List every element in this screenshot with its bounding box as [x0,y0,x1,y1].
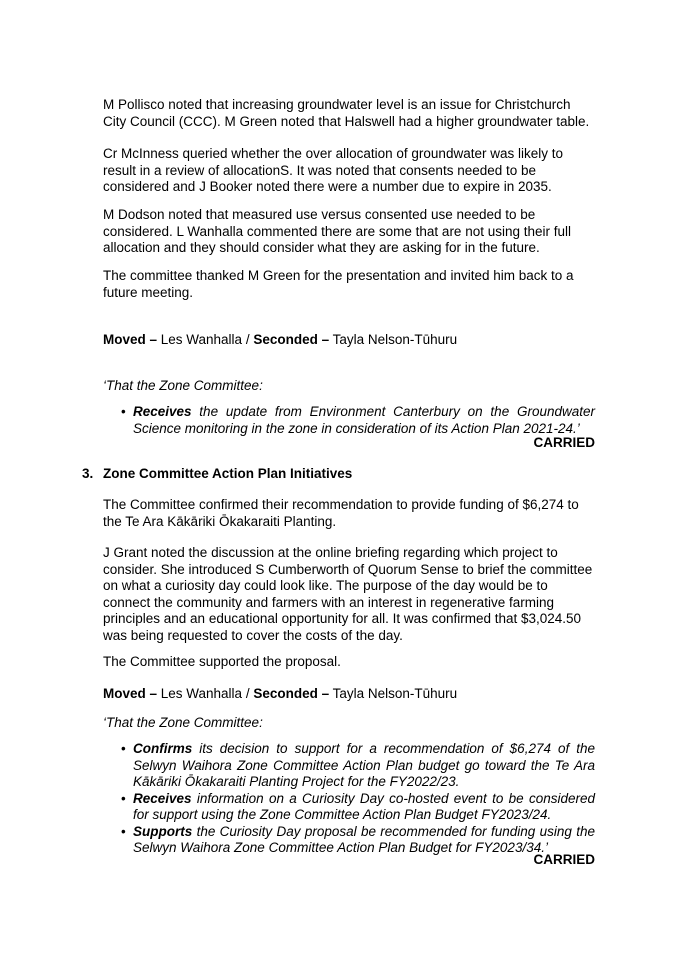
paragraph-curiosity-day: J Grant noted the discussion at the online briefing regarding which project to consider. She introduced S Cumberworth of Quorum Sense to brief the committee on what a curiosity day could look like. The purpose of the day would be to connect the community and farmers with an interest in regenerative farming principles and an educational opportunity for all. It was confirmed that $3,024.50 was being requested to cover the costs of the day. [103,545,593,643]
resolution-text: its decision to support for a recommendation of $6,274 of the Selwyn Waihora Zone Committee Action Plan budget go toward the Te Ara Kākāriki Ōkakaraiti Planting Project for the FY2022/23. [133,741,595,789]
moved-label: Moved – [103,332,158,347]
seconded-by: Tayla Nelson-Tūhuru [329,686,458,701]
resolution-item [133,824,595,857]
resolution-text: the update from Environment Canterbury on the Groundwater Science monitoring in the zone in consideration of its Action Plan 2021-24.’ [133,404,595,436]
resolution-intro: ‘That the Zone Committee: [103,378,263,393]
paragraph-over-allocation: Cr McInness queried whether the over allocation of groundwater was likely to result in a review of allocationS. It was noted that consents needed to be considered and J Booker noted there were a number due to expire in 2035. [103,146,563,194]
moved-by: Les Wanhalla / [157,686,254,701]
moved-by: Les Wanhalla / [157,332,254,347]
resolution-verb: Supports [133,823,193,839]
paragraph-supported: The Committee supported the proposal. [103,654,341,669]
resolution-item [133,791,595,824]
resolution-intro: ‘That the Zone Committee: [103,715,263,730]
paragraph-measured-use: M Dodson noted that measured use versus consented use needed to be considered. L Wanhalla commented there are some that are not using their full allocation and they should consider what they are asking for in the future. [103,207,572,255]
motion-moved-seconded [103,686,595,703]
section-heading [82,466,352,483]
carried-label: CARRIED [533,435,595,450]
carried-label: CARRIED [533,852,595,867]
seconded-label: Seconded – [253,332,330,347]
seconded-label: Seconded – [253,686,330,701]
resolution-text: information on a Curiosity Day co-hosted event to be considered for support using the Zone Committee Action Plan Budget FY2023/24. [133,790,595,822]
resolution-list [133,404,595,437]
resolution-verb: Receives [133,790,192,806]
paragraph-thanks: The committee thanked M Green for the presentation and invited him back to a future meeting. [103,268,574,300]
paragraph-groundwater-ccc: M Pollisco noted that increasing groundwater level is an issue for Christchurch City Council (CCC). M Green noted that Halswell had a higher groundwater table. [103,97,590,129]
resolution-item [133,404,595,437]
motion-moved-seconded [103,332,595,349]
moved-label: Moved – [103,686,158,701]
section-title: Zone Committee Action Plan Initiatives [103,466,353,481]
resolution-verb: Confirms [133,741,193,756]
resolution-list [133,741,595,857]
paragraph-funding-confirmed: The Committee confirmed their recommendation to provide funding of $6,274 to the Te Ara Kākāriki Ōkakaraiti Planting. [103,497,579,529]
resolution-text: the Curiosity Day proposal be recommended for funding using the Selwyn Waihora Zone Committee Action Plan Budget for FY2023/34.’ [133,823,595,855]
section-number: 3. [82,466,94,481]
resolution-verb: Receives [133,404,192,419]
seconded-by: Tayla Nelson-Tūhuru [329,332,458,347]
resolution-item [133,741,595,791]
